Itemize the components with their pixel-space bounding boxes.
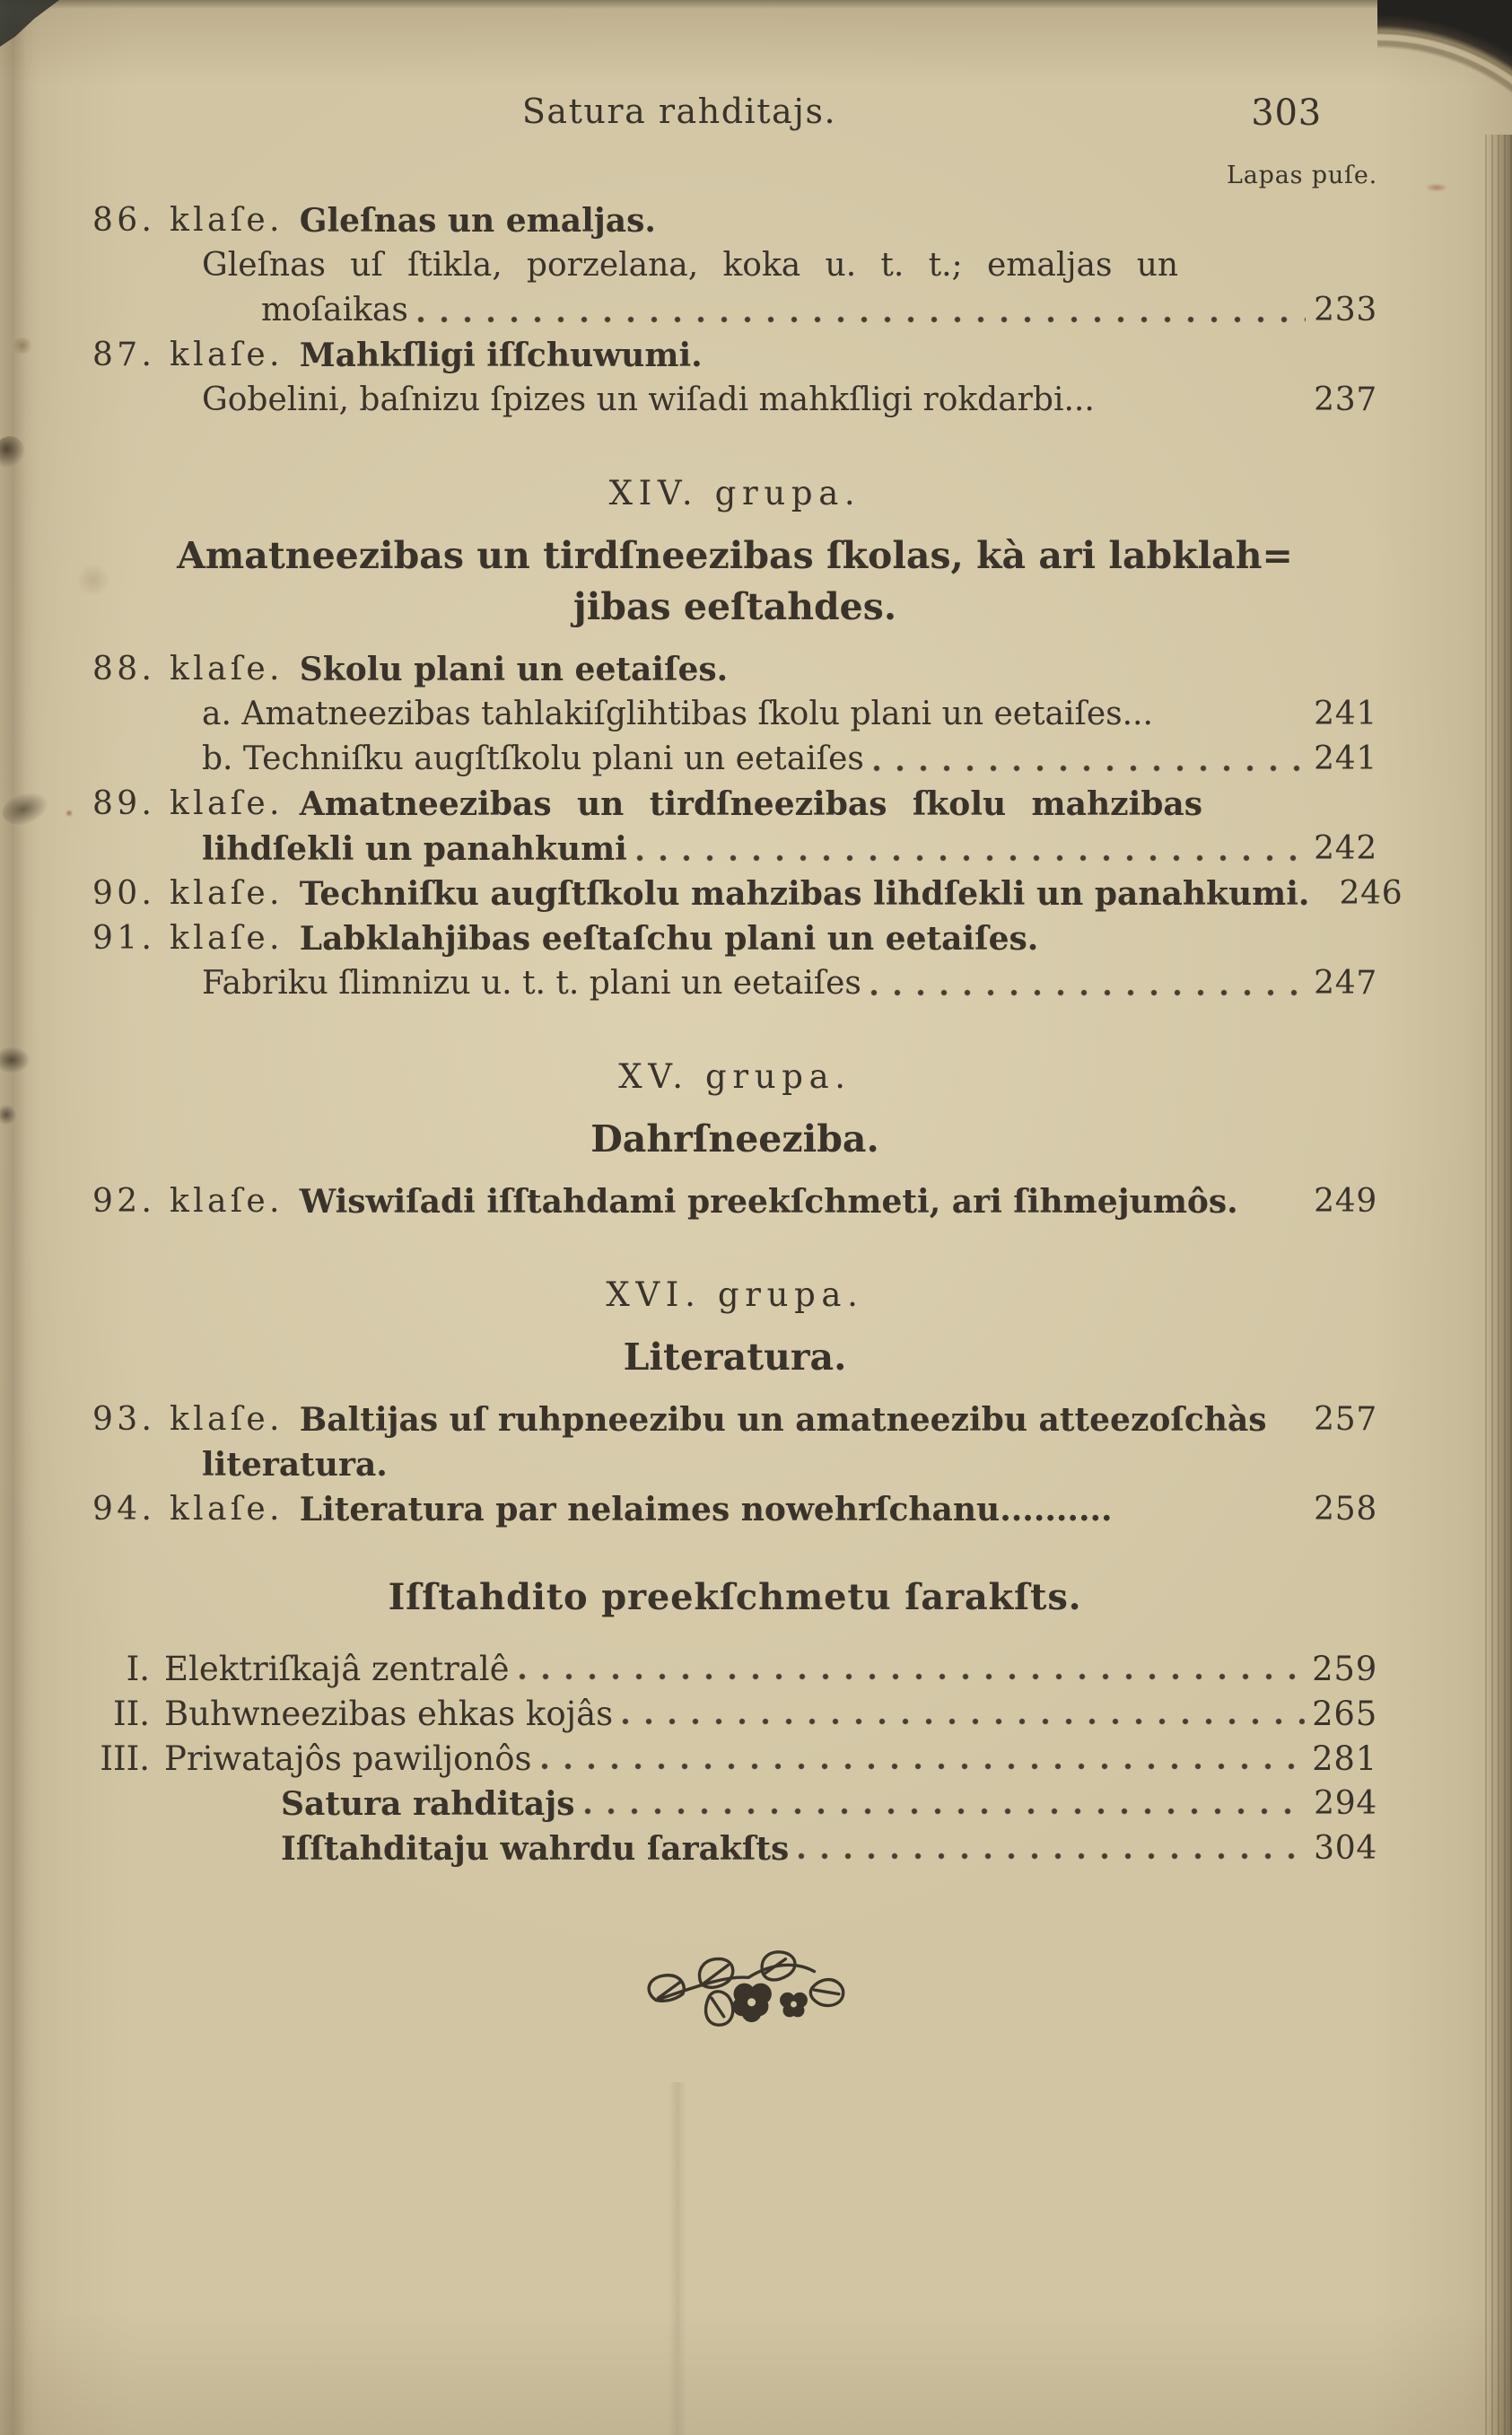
entry-page-number: 258: [1314, 1491, 1377, 1528]
entry-page-number: 233: [1314, 292, 1377, 328]
stain-mark: [11, 337, 34, 354]
dot-leader: [584, 1780, 1306, 1825]
entry-class-label: 89. klaſe.: [92, 785, 284, 822]
dot-leader: [798, 1825, 1306, 1870]
toc-entry-row: [92, 1735, 1377, 1780]
entry-page-number: 247: [1314, 965, 1377, 1002]
toc-entry-row: [92, 1179, 1377, 1224]
toc-entry-row: [92, 288, 1377, 333]
dot-leader: [873, 737, 1306, 782]
entry-page-number: 257: [1314, 1401, 1377, 1438]
entry-title: lihdſekli un panahkumi: [202, 830, 627, 868]
entry-title: Techniſku augſtſkolu mahzibas lihdſekli un panahkumi.: [299, 875, 1310, 913]
toc-entry-row: [92, 243, 1377, 288]
dot-leader: [417, 288, 1306, 333]
entry-title: a. Amatneezibas tahlakiſglihtibas ſkolu plani un eetaiſes...: [202, 696, 1153, 732]
toc-entry-row: [92, 1397, 1377, 1442]
page-column-caption: Lapas puſe.: [1227, 162, 1377, 189]
toc-entry-row: [92, 647, 1377, 692]
entry-page-number: 241: [1314, 740, 1377, 777]
entry-page-number: 265: [1312, 1695, 1377, 1733]
entry-class-label: I.: [126, 1650, 150, 1688]
toc-entry-row: [92, 1780, 1377, 1825]
entry-title: Mahkſligi iſſchuwumi.: [299, 337, 703, 374]
entry-page-number: 249: [1314, 1183, 1377, 1220]
dot-leader: [519, 1645, 1306, 1690]
entry-page-number: 242: [1314, 830, 1377, 867]
stain-mark: [65, 810, 74, 817]
entry-title: literatura.: [202, 1446, 388, 1484]
entry-title: Wiswiſadi iſſtahdami preekſchmeti, ari ſihmejumôs.: [299, 1183, 1238, 1221]
entry-title: moſaikas: [261, 292, 408, 328]
toc-entry-row: [92, 333, 1377, 378]
dot-leader: [1122, 1487, 1306, 1532]
group-label: XV. grupa.: [618, 1057, 852, 1096]
dot-leader: [1104, 378, 1306, 423]
entry-title: Literatura par nelaimes nowehrſchanu..........: [299, 1491, 1113, 1528]
entry-class-label: 87. klaſe.: [92, 337, 284, 373]
entry-title: Priwatajôs pawiljonôs: [164, 1739, 532, 1778]
entry-title: Gleſnas un emaljas.: [299, 202, 656, 240]
entry-class-label: 93. klaſe.: [92, 1401, 284, 1438]
toc-entry-row: [92, 198, 1377, 243]
group-heading-line: Amatneezibas un tirdſneezibas ſkolas, kà ari labklah=: [177, 534, 1293, 577]
group-label: XVI. grupa.: [606, 1275, 864, 1314]
entry-class-label: III.: [100, 1739, 150, 1778]
toc-sections: [92, 198, 1403, 1870]
top-edge-shadow: [0, 0, 1512, 9]
entry-page-number: 237: [1314, 381, 1377, 418]
toc-entry-list: [92, 1397, 1377, 1532]
entry-page-number: 304: [1314, 1830, 1377, 1867]
entry-title: Skolu plani un eetaiſes.: [299, 651, 729, 688]
floral-ornament: [112, 1947, 1397, 2043]
entry-class-label: 90. klaſe.: [92, 875, 284, 912]
toc-group: [92, 471, 1377, 633]
section-heading: Iſſtahdito preekſchmetu ſarakſts.: [388, 1576, 1082, 1618]
stain-mark: [1425, 183, 1448, 192]
entry-title: Gleſnas uſ ſtikla, porzelana, koka u. t. t.; emaljas un: [202, 247, 1179, 284]
floral-vignette-icon: [642, 1947, 868, 2039]
entry-class-label: 86. klaſe.: [92, 202, 284, 239]
entry-title: Gobelini, baſnizu ſpizes un wiſadi mahkſligi rokdarbi...: [202, 381, 1095, 418]
toc-page: [92, 0, 1403, 2043]
entry-class-label: 94. klaſe.: [92, 1491, 284, 1528]
toc-entry-row: [92, 916, 1377, 961]
entry-title: Iſſtahditaju wahrdu ſarakſts: [281, 1830, 790, 1868]
entry-title: Elektriſkajâ zentralê: [164, 1650, 510, 1688]
dot-leader: [622, 1690, 1305, 1735]
entry-title: Fabriku ſlimnizu u. t. t. plani un eetaiſes: [202, 965, 861, 1002]
group-label: XIV. grupa.: [608, 474, 861, 512]
entry-class-label: 92. klaſe.: [92, 1183, 284, 1220]
toc-entry-row: [92, 378, 1377, 423]
toc-entry-row: [92, 872, 1403, 916]
toc-entry-list: [92, 1179, 1377, 1224]
toc-entry-row: [92, 1442, 1377, 1487]
toc-entry-row: [92, 961, 1377, 1006]
group-heading: [92, 530, 1377, 633]
entry-page-number: 246: [1339, 875, 1403, 912]
paper-crease: [669, 2082, 686, 2435]
toc-entry-row: [92, 827, 1377, 872]
page-header: [92, 0, 1377, 133]
book-edge-shadow: [1485, 135, 1512, 2435]
group-heading: [92, 1332, 1377, 1383]
entry-title: Baltijas uſ ruhpneezibu un amatneezibu atteezoſchàs: [299, 1401, 1267, 1439]
entry-class-label: II.: [113, 1695, 150, 1733]
group-heading: [92, 1114, 1377, 1165]
entry-title: Satura rahditajs: [281, 1785, 575, 1823]
toc-entry-row: [92, 692, 1377, 737]
entry-page-number: 294: [1314, 1785, 1377, 1822]
dot-leader: [1162, 692, 1306, 737]
left-crease-shadow: [0, 0, 38, 2435]
group-heading-line: Dahrſneeziba.: [590, 1117, 879, 1161]
toc-entry-row: [92, 1645, 1377, 1690]
dot-leader: [541, 1735, 1306, 1780]
dot-leader: [636, 827, 1306, 872]
entry-page-number: 241: [1314, 696, 1377, 732]
entry-class-label: 91. klaſe.: [92, 920, 284, 957]
entry-title: Amatneezibas un tirdſneezibas ſkolu mahzibas: [299, 785, 1203, 823]
toc-entry-row: [92, 1487, 1377, 1532]
toc-entry-row: [92, 737, 1377, 782]
toc-entry-list: [92, 198, 1377, 423]
entry-title: Labklahjibas eeſtaſchu plani un eetaiſes.: [299, 920, 1039, 958]
toc-entry-list: [92, 1645, 1377, 1870]
group-heading-line: jibas eeſtahdes.: [572, 585, 897, 628]
toc-entry-row: [92, 1825, 1377, 1870]
toc-entry-list: [92, 647, 1403, 1006]
dot-leader: [870, 961, 1306, 1006]
entry-class-label: 88. klaſe.: [92, 651, 284, 688]
stain-mark: [75, 564, 111, 596]
dot-leader: [1276, 1397, 1306, 1442]
entry-title: Buhwneezibas ehkas kojâs: [164, 1695, 614, 1733]
toc-entry-row: [92, 782, 1377, 827]
entry-page-number: 281: [1312, 1739, 1377, 1778]
group-heading-line: Literatura.: [623, 1336, 847, 1379]
toc-group: [92, 1055, 1377, 1165]
toc-entry-row: [92, 1690, 1377, 1735]
page-number: 303: [1251, 92, 1322, 134]
dot-leader: [1318, 872, 1331, 916]
toc-group: [92, 1273, 1377, 1383]
running-title: Satura rahditajs.: [521, 92, 837, 131]
dot-leader: [1247, 1179, 1306, 1224]
entry-page-number: 259: [1312, 1650, 1377, 1688]
entry-title: b. Techniſku augſtſkolu plani un eetaiſes: [202, 740, 864, 777]
